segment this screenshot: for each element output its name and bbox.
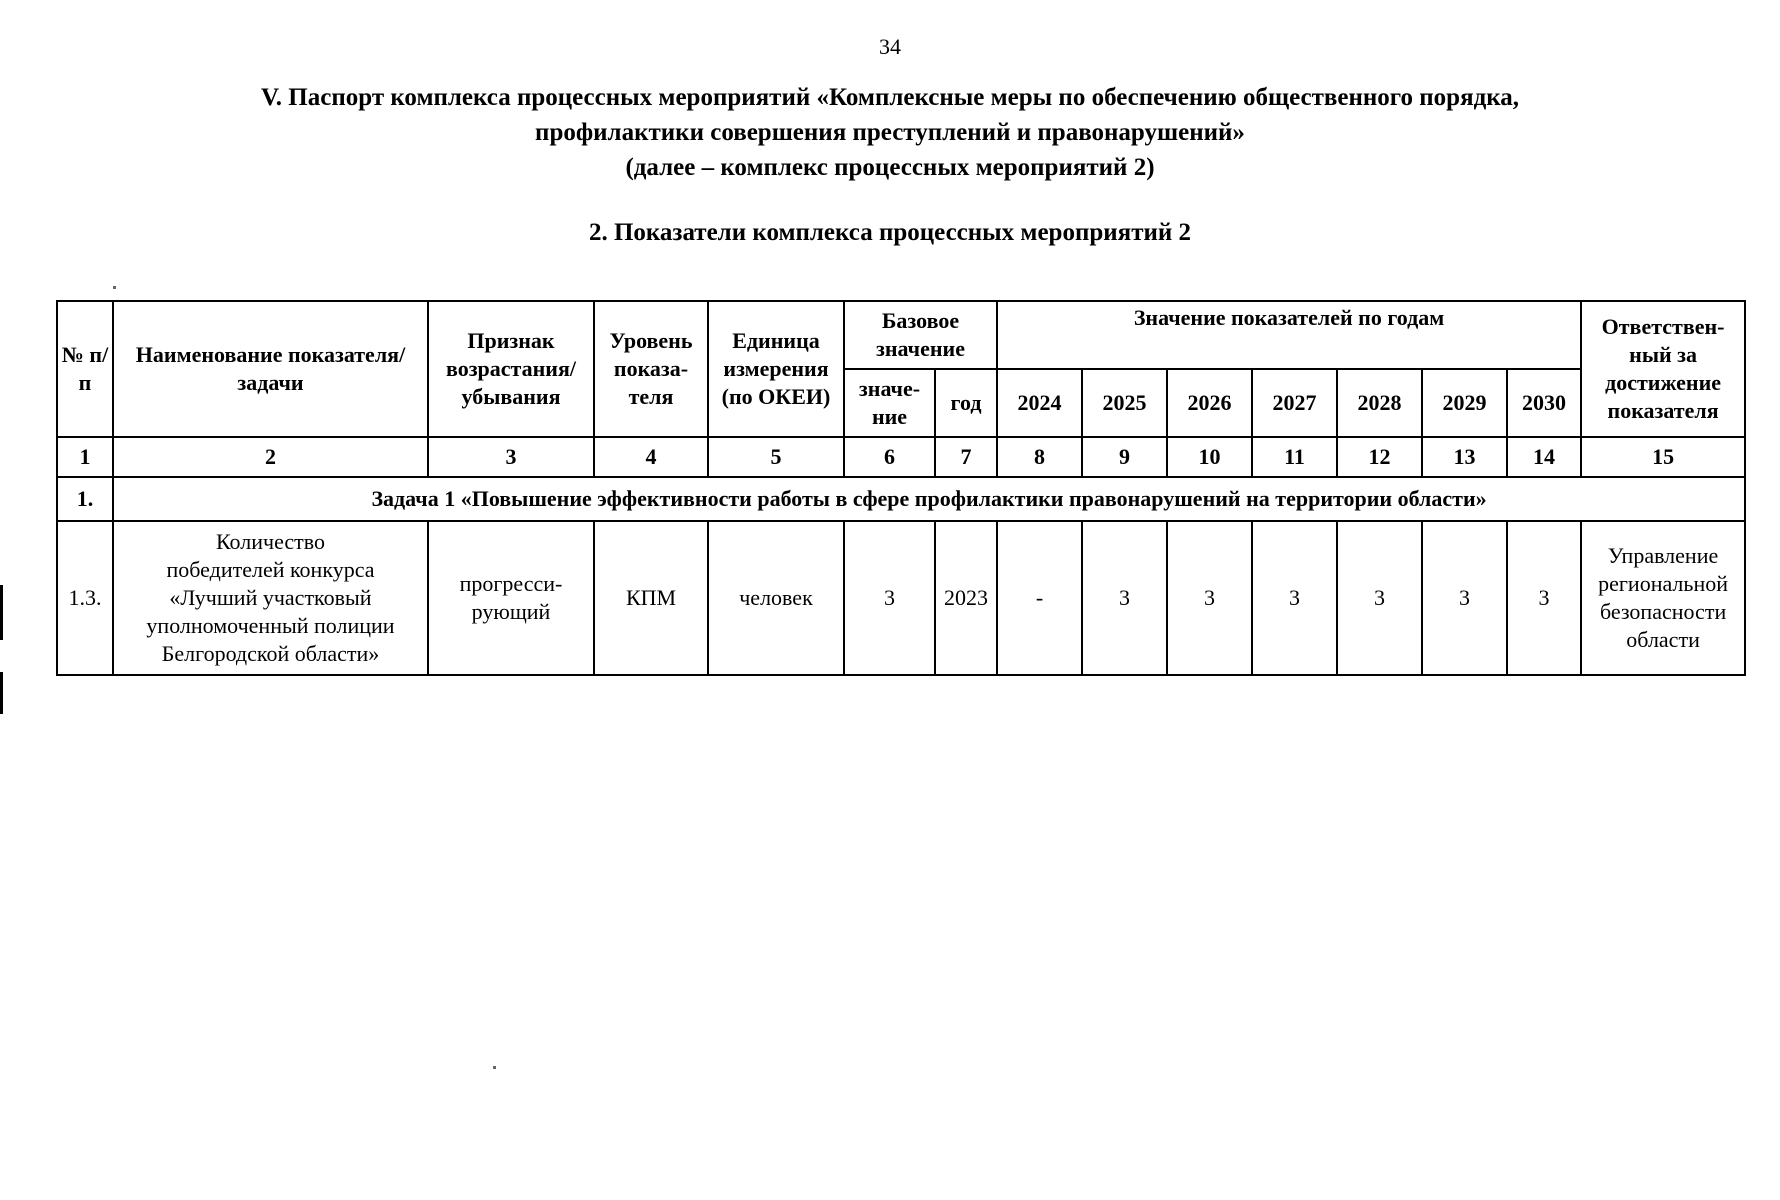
column-number: 15 [1581,437,1745,477]
header-responsible: Ответствен-ный за достижение показателя [1581,301,1745,437]
column-number: 11 [1252,437,1337,477]
column-number: 3 [428,437,594,477]
indicators-table [56,300,1746,676]
header-base: Базовое значение [844,301,997,369]
row-year-value: 3 [1167,521,1252,675]
row-name-line: уполномоченный полиции [146,613,395,638]
row-year-value: 3 [1337,521,1422,675]
title-line-1: V. Паспорт комплекса процессных мероприятий «Комплексные меры по обеспечению общественного порядка, [260,84,1520,111]
row-sign-line: прогресси- [459,571,563,596]
column-number: 10 [1167,437,1252,477]
column-number: 4 [594,437,708,477]
row-responsible-line: региональной [1598,571,1728,596]
row-year-value: 3 [1422,521,1507,675]
row-name [113,521,428,675]
table-row [57,521,1745,675]
header-name: Наименование показателя/задачи [113,301,428,437]
column-number: 6 [844,437,935,477]
header-level: Уровень показа-теля [594,301,708,437]
row-responsible-line: Управление [1607,543,1719,568]
column-number: 12 [1337,437,1422,477]
column-number: 13 [1422,437,1507,477]
header-year: 2024 [997,369,1082,437]
column-number: 9 [1082,437,1167,477]
header-num: № п/п [57,301,113,437]
row-base-value: 3 [844,521,935,675]
task-num: 1. [57,477,113,521]
header-year: 2025 [1082,369,1167,437]
header-year: 2028 [1337,369,1422,437]
header-year: 2029 [1422,369,1507,437]
row-year-value: 3 [1082,521,1167,675]
task-text: Задача 1 «Повышение эффективности работы в сфере профилактики правонарушений на территории области» [113,477,1745,521]
page-number: 34 [879,34,901,59]
row-year-value: 3 [1252,521,1337,675]
row-name-line: Белгородской области» [161,641,380,666]
document-title [0,80,1780,185]
section-title: 2. Показатели комплекса процессных мероприятий 2 [588,219,1192,246]
row-responsible-line: безопасности [1599,599,1727,624]
row-level: КПМ [594,521,708,675]
row-responsible-line: области [1626,627,1700,652]
header-sign: Признак возрастания/ убывания [428,301,594,437]
title-line-3: (далее – комплекс процессных мероприятий 2) [625,154,1155,181]
header-base-year: год [935,369,997,437]
scan-edge-mark [0,672,3,714]
scan-speck [113,286,116,289]
column-number: 8 [997,437,1082,477]
header-base-value: значе-ние [844,369,935,437]
header-year: 2030 [1507,369,1581,437]
row-base-year: 2023 [935,521,997,675]
scan-edge-mark [0,585,3,640]
header-years-group: Значение показателей по годам [997,301,1581,369]
column-number: 14 [1507,437,1581,477]
row-sign [428,521,594,675]
scan-speck [493,1066,496,1069]
row-unit: человек [708,521,844,675]
header-unit: Единица измерения (по ОКЕИ) [708,301,844,437]
header-row-1 [57,301,1745,369]
column-number-row [57,437,1745,477]
column-number: 5 [708,437,844,477]
column-number: 7 [935,437,997,477]
header-year: 2026 [1167,369,1252,437]
row-name-line: победителей конкурса [166,557,375,582]
row-num: 1.3. [57,521,113,675]
column-number: 1 [57,437,113,477]
row-year-value: - [997,521,1082,675]
column-number: 2 [113,437,428,477]
task-row [57,477,1745,521]
row-name-line: «Лучший участковый [169,585,372,610]
header-year: 2027 [1252,369,1337,437]
row-name-line: Количество [215,529,326,554]
row-responsible [1581,521,1745,675]
row-sign-line: рующий [471,599,551,624]
title-line-2: профилактики совершения преступлений и правонарушений» [535,119,1245,146]
row-year-value: 3 [1507,521,1581,675]
